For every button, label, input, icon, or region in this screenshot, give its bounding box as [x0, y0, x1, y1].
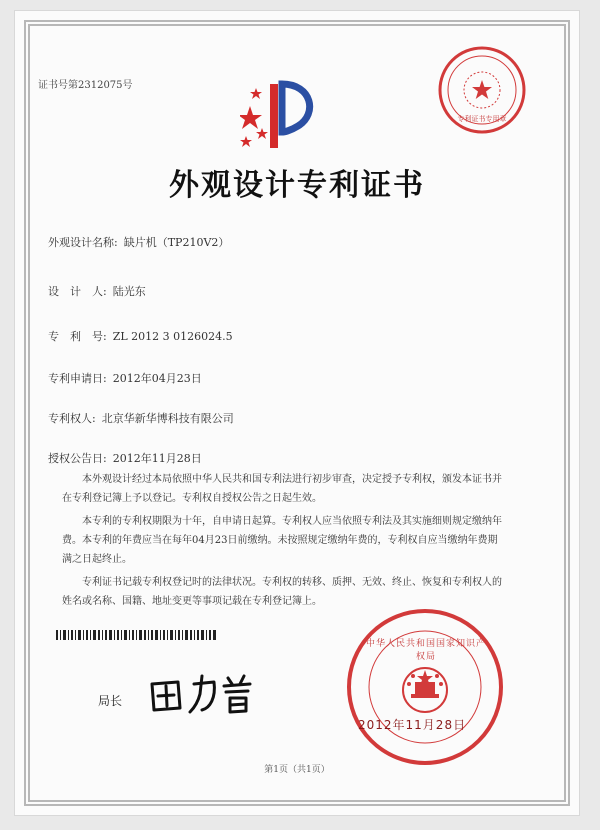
- sipo-emblem-icon: [240, 76, 320, 156]
- body-paragraph: 本专利的专利权期限为十年，自申请日起算。专利权人应当依照专利法及其实施细则规定缴纳年费。本专利的年费应当在每年04月23日前缴纳。未按照规定缴纳年费的，专利权自应当缴纳年费期满之日起终止。: [62, 516, 502, 565]
- design-name-value: 缺片机（TP210V2）: [123, 236, 230, 249]
- patentee-field: [48, 410, 234, 426]
- filing-date-field: [48, 370, 202, 386]
- seal-date: 2012年11月28日: [358, 718, 467, 732]
- design-name-label: 外观设计名称:: [48, 236, 118, 249]
- grant-date-value: 2012年11月28日: [112, 452, 202, 465]
- certificate-title: 外观设计专利证书: [169, 168, 425, 203]
- design-name-field: [48, 234, 229, 250]
- patentee-label: 专利权人:: [48, 412, 96, 425]
- certificate-page: [14, 10, 580, 816]
- grant-date-label: 授权公告日:: [48, 452, 107, 465]
- body-paragraph: 本外观设计经过本局依照中华人民共和国专利法进行初步审查，决定授予专利权，颁发本证书并在专利登记簿上予以登记。专利权自授权公告之日起生效。: [62, 474, 502, 504]
- director-label: 局长: [98, 694, 123, 708]
- patent-number-field: [48, 328, 233, 344]
- body-paragraph: 专利证书记载专利权登记时的法律状况。专利权的转移、质押、无效、终止、恢复和专利权人的姓名或名称、国籍、地址变更等事项记载在专利登记簿上。: [62, 577, 502, 607]
- patent-number-label: 专 利 号:: [48, 330, 107, 343]
- barcode-icon: [56, 630, 216, 640]
- patentee-value: 北京华新华博科技有限公司: [101, 412, 234, 425]
- designer-label: 设 计 人:: [48, 285, 107, 298]
- filing-date-label: 专利申请日:: [48, 372, 107, 385]
- seal-ring-text: 中华人民共和国国家知识产权局: [366, 639, 487, 662]
- filing-date-value: 2012年04月23日: [112, 372, 202, 385]
- sipo-official-seal: [344, 606, 506, 768]
- director-signature: [144, 668, 284, 718]
- patent-number-value: ZL 2012 3 0126024.5: [112, 330, 233, 343]
- designer-field: [48, 283, 146, 299]
- certificate-body: [62, 470, 502, 615]
- grant-date-field: [48, 450, 202, 466]
- designer-value: 陆光东: [112, 285, 146, 298]
- certificate-number: 证书号第2312075号: [38, 80, 133, 91]
- seal-top-text: 专利证书专用章: [457, 115, 507, 123]
- page-number: 第1页（共1页）: [264, 765, 330, 775]
